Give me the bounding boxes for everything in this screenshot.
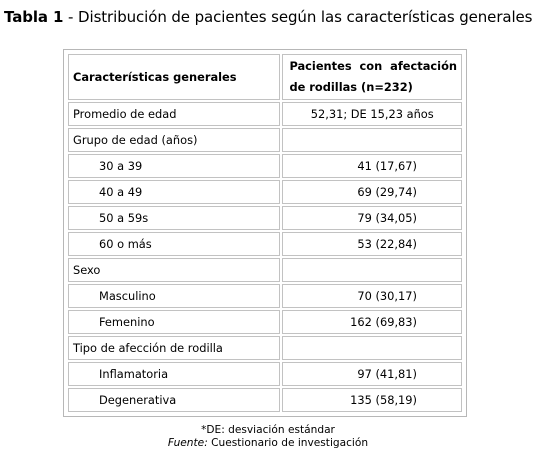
row-label: 30 a 39 <box>68 154 280 178</box>
row-group-label: Grupo de edad (años) <box>68 128 280 152</box>
row-label: Inflamatoria <box>68 362 280 386</box>
row-value <box>282 128 462 152</box>
table-row <box>68 388 462 412</box>
table-row <box>68 310 462 334</box>
row-label: Femenino <box>68 310 280 334</box>
row-label: Masculino <box>68 284 280 308</box>
data-table <box>66 52 464 414</box>
row-value: 69 (29,74) <box>282 180 462 204</box>
row-label: 60 o más <box>68 232 280 256</box>
row-group-label: Sexo <box>68 258 280 282</box>
source-note <box>0 437 536 449</box>
table-row <box>68 232 462 256</box>
row-value: 135 (58,19) <box>282 388 462 412</box>
caption-text: Distribución de pacientes según las características generales <box>78 8 533 26</box>
row-value <box>282 258 462 282</box>
table-row <box>68 336 462 360</box>
row-value <box>282 336 462 360</box>
row-group-label: Tipo de afección de rodilla <box>68 336 280 360</box>
table-row <box>68 258 462 282</box>
row-value: 70 (30,17) <box>282 284 462 308</box>
header-patients <box>282 54 462 100</box>
caption-separator: - <box>63 8 79 26</box>
source-text: Cuestionario de investigación <box>207 437 369 449</box>
table-row <box>68 180 462 204</box>
data-table-frame <box>63 49 467 417</box>
row-label: 40 a 49 <box>68 180 280 204</box>
row-value: 52,31; DE 15,23 años <box>282 102 462 126</box>
table-row <box>68 362 462 386</box>
row-value: 79 (34,05) <box>282 206 462 230</box>
header-patients-line2: de rodillas (n=232) <box>289 80 413 94</box>
table-row <box>68 128 462 152</box>
row-label: 50 a 59s <box>68 206 280 230</box>
row-label: Promedio de edad <box>68 102 280 126</box>
header-patients-line1: Pacientes con afectación <box>289 59 457 73</box>
table-row <box>68 102 462 126</box>
row-value: 41 (17,67) <box>282 154 462 178</box>
source-label: Fuente: <box>167 437 208 449</box>
row-value: 97 (41,81) <box>282 362 462 386</box>
row-label: Degenerativa <box>68 388 280 412</box>
header-characteristics: Características generales <box>68 54 280 100</box>
table-row <box>68 154 462 178</box>
row-value: 162 (69,83) <box>282 310 462 334</box>
abbreviation-note: *DE: desviación estándar <box>201 424 335 436</box>
table-number: Tabla 1 <box>4 8 64 26</box>
table-caption <box>4 8 532 26</box>
table-header-row <box>68 54 462 100</box>
row-value: 53 (22,84) <box>282 232 462 256</box>
table-row <box>68 284 462 308</box>
table-row <box>68 206 462 230</box>
